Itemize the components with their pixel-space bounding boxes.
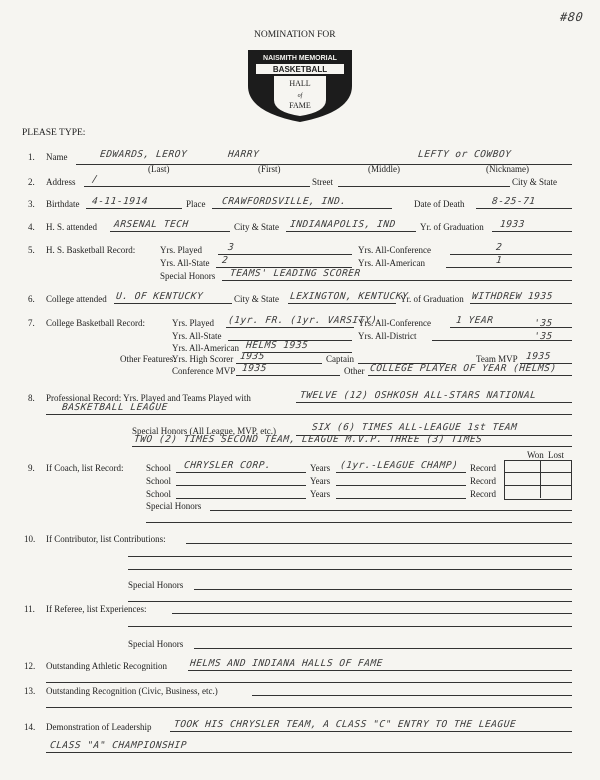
hs-state-label: Yrs. All-State	[160, 258, 210, 268]
q8-label: Professional Record: Yrs. Played and Teams Played with	[46, 393, 251, 403]
coach-years-label-2: Years	[310, 476, 331, 486]
q12-number: 12.	[24, 661, 36, 671]
ref-line1	[172, 613, 572, 614]
pro-honors-line2	[132, 446, 572, 447]
coach-years-line-1	[336, 472, 466, 473]
hs-played-value[interactable]: 3	[227, 242, 235, 253]
q4-label: H. S. attended	[46, 222, 97, 232]
form-title: NOMINATION FOR	[254, 30, 336, 40]
hs-amer-line	[446, 267, 572, 268]
hs-amer-value[interactable]: 1	[495, 255, 503, 266]
coach-record-label-3: Record	[470, 489, 496, 499]
coach-years-label-1: Years	[310, 463, 331, 473]
college-grad-value[interactable]: WITHDREW 1935	[471, 291, 554, 302]
q7-number: 7.	[28, 318, 35, 328]
q2-label: Address	[46, 177, 76, 187]
q10-number: 10.	[24, 534, 36, 544]
c-other2-value[interactable]: COLLEGE PLAYER OF YEAR (HELMS)	[369, 363, 558, 374]
q6-label: College attended	[46, 294, 107, 304]
coach-honors-line2	[146, 522, 572, 523]
won-lost-row2	[504, 485, 572, 486]
c-conf-value[interactable]: 1 YEAR	[455, 315, 494, 326]
college-grad-line	[470, 303, 572, 304]
pro-teams2[interactable]: BASKETBALL LEAGUE	[61, 402, 169, 413]
ref-line2	[128, 626, 572, 627]
won-lost-divider	[540, 460, 541, 498]
hs-city-line	[286, 231, 416, 232]
pro-honors[interactable]: SIX (6) TIMES ALL-LEAGUE 1st TEAM	[311, 422, 518, 433]
coach-school-label-1: School	[146, 463, 172, 473]
won-label: Won	[527, 450, 544, 460]
contrib-honors-line	[194, 589, 572, 590]
hs-grad-line	[492, 231, 572, 232]
q2-number: 2.	[28, 177, 35, 187]
athletic-value[interactable]: HELMS AND INDIANA HALLS OF FAME	[189, 658, 384, 669]
college-line	[114, 303, 232, 304]
logo-line2: BASKETBALL	[272, 65, 328, 74]
please-type-label: PLEASE TYPE:	[22, 128, 86, 138]
ref-honors-line	[194, 648, 572, 649]
death-line	[476, 208, 572, 209]
c-scorer-value[interactable]: 1935	[239, 351, 266, 362]
pro-teams[interactable]: TWELVE (12) OSHKOSH ALL-STARS NATIONAL	[299, 390, 537, 401]
athletic-line	[188, 670, 572, 671]
hs-grad-value[interactable]: 1933	[499, 219, 526, 230]
coach-record-label-1: Record	[470, 463, 496, 473]
coach-record-label-2: Record	[470, 476, 496, 486]
c-conf-year[interactable]: '35	[533, 318, 554, 329]
leadership-value[interactable]: TOOK HIS CHRYSLER TEAM, A CLASS "C" ENTRY TO THE LEAGUE	[173, 719, 517, 730]
coach-years-1[interactable]: (1yr.-LEAGUE CHAMP)	[339, 460, 459, 471]
birthdate-value[interactable]: 4-11-1914	[91, 196, 149, 207]
civic-line	[252, 695, 572, 696]
q13-number: 13.	[24, 686, 36, 696]
logo-line4: of	[297, 93, 303, 99]
q11-number: 11.	[24, 604, 35, 614]
street-label: Street	[312, 177, 333, 187]
coach-school-line-1	[176, 472, 306, 473]
c-amer-value[interactable]: HELMS 1935	[245, 340, 309, 351]
hs-honors-line	[222, 280, 572, 281]
c-played-line	[226, 327, 354, 328]
coach-school-line-3	[176, 498, 306, 499]
coach-school-label-3: School	[146, 489, 172, 499]
contrib-honors-line2	[128, 601, 572, 602]
c-conf-line	[450, 327, 572, 328]
hs-amer-label: Yrs. All-American	[358, 258, 425, 268]
college-city-value[interactable]: LEXINGTON, KENTUCKY	[289, 291, 409, 302]
place-line	[212, 208, 392, 209]
street-line	[84, 186, 310, 187]
q13-label: Outstanding Recognition (Civic, Business, etc.)	[46, 686, 218, 696]
leadership-value2[interactable]: CLASS "A" CHAMPIONSHIP	[49, 740, 188, 751]
logo-line5: FAME	[289, 101, 311, 110]
hs-honors-label: Special Honors	[160, 271, 216, 281]
c-other-label: Other Features:	[120, 354, 176, 364]
pro-line	[296, 402, 572, 403]
civic-line2	[46, 707, 572, 708]
c-conf-mvp-value[interactable]: 1935	[241, 363, 268, 374]
lost-label: Lost	[548, 450, 565, 460]
death-label: Date of Death	[414, 199, 465, 209]
corner-mark: #80	[559, 10, 584, 24]
hs-conf-value[interactable]: 2	[495, 242, 503, 253]
college-city-line	[288, 303, 396, 304]
leadership-line2	[46, 752, 572, 753]
pro-line2	[46, 414, 572, 415]
hs-conf-line	[450, 254, 572, 255]
hs-played-label: Yrs. Played	[160, 245, 202, 255]
ref-honors-label: Special Honors	[128, 639, 184, 649]
college-value[interactable]: U. OF KENTUCKY	[115, 291, 204, 302]
c-other2-label: Other	[344, 366, 365, 376]
city-state-label: City & State	[512, 177, 557, 187]
q1-label: Name	[46, 152, 68, 162]
college-grad-label: Yr. of Graduation	[400, 294, 464, 304]
q12-label: Outstanding Athletic Recognition	[46, 661, 167, 671]
pro-honors2[interactable]: TWO (2) TIMES SECOND TEAM, LEAGUE M.V.P. THREE (3) TIMES	[133, 434, 483, 445]
hall-of-fame-logo	[244, 46, 356, 124]
q3-number: 3.	[28, 199, 35, 209]
pro-honors-label: Special Honors (All League, MVP, etc.)	[132, 426, 276, 436]
birthdate-line	[86, 208, 182, 209]
place-value[interactable]: CRAWFORDSVILLE, IND.	[221, 196, 347, 207]
q11-label: If Referee, list Experiences:	[46, 604, 147, 614]
contrib-line3	[128, 569, 572, 570]
won-lost-row1	[504, 472, 572, 473]
q14-number: 14.	[24, 722, 36, 732]
coach-years-line-3	[336, 498, 466, 499]
logo-line3: HALL	[289, 79, 311, 88]
coach-honors-line	[210, 510, 572, 511]
coach-honors-label: Special Honors	[146, 501, 202, 511]
c-amer-label: Yrs. All-American	[172, 343, 239, 353]
c-conf-label: Yrs. All-Conference	[358, 318, 431, 328]
hs-line	[110, 231, 230, 232]
hs-played-line	[218, 254, 352, 255]
c-mvp-label: Team MVP	[476, 354, 518, 364]
sub-last: (Last)	[148, 164, 170, 174]
hs-conf-label: Yrs. All-Conference	[358, 245, 431, 255]
hs-city-label: City & State	[234, 222, 279, 232]
sub-middle: (Middle)	[368, 164, 400, 174]
q7-label: College Basketball Record:	[46, 318, 145, 328]
q10-label: If Contributor, list Contributions:	[46, 534, 166, 544]
q8-number: 8.	[28, 393, 35, 403]
c-mvp-value[interactable]: 1935	[525, 351, 552, 362]
c-captain-label: Captain	[326, 354, 354, 364]
contrib-line2	[128, 556, 572, 557]
c-district-label: Yrs. All-District	[358, 331, 417, 341]
c-other2-line	[368, 375, 572, 376]
sub-first: (First)	[258, 164, 281, 174]
contrib-honors-label: Special Honors	[128, 580, 184, 590]
c-played-label: Yrs. Played	[172, 318, 214, 328]
c-state-label: Yrs. All-State	[172, 331, 222, 341]
college-city-label: City & State	[234, 294, 279, 304]
c-district-value[interactable]: '35	[533, 331, 554, 342]
coach-years-line-2	[336, 485, 466, 486]
leadership-line	[170, 731, 572, 732]
q6-number: 6.	[28, 294, 35, 304]
c-conf-mvp-label: Conference MVP	[172, 366, 236, 376]
q9-number: 9.	[28, 463, 35, 473]
hs-grad-label: Yr. of Graduation	[420, 222, 484, 232]
q5-number: 5.	[28, 245, 35, 255]
q4-number: 4.	[28, 222, 35, 232]
sub-nickname: (Nickname)	[486, 164, 529, 174]
contrib-line1	[186, 543, 572, 544]
c-played-value[interactable]: (1yr. FR. (1yr. VARSITY)	[227, 315, 378, 326]
coach-years-label-3: Years	[310, 489, 331, 499]
hs-value[interactable]: ARSENAL TECH	[113, 219, 190, 230]
coach-school-line-2	[176, 485, 306, 486]
name-first[interactable]: HARRY	[227, 149, 260, 160]
hs-city-value[interactable]: INDIANAPOLIS, IND	[289, 219, 397, 230]
death-value[interactable]: 8-25-71	[491, 196, 537, 207]
city-line	[338, 186, 510, 187]
name-last[interactable]: EDWARDS, LEROY	[99, 149, 188, 160]
c-scorer-label: Yrs. High Scorer	[172, 354, 234, 364]
q1-number: 1.	[28, 152, 35, 162]
q3-label: Birthdate	[46, 199, 80, 209]
logo-line1: NAISMITH MEMORIAL	[263, 55, 337, 62]
place-label: Place	[186, 199, 206, 209]
hs-honors-value[interactable]: TEAMS' LEADING SCORER	[229, 268, 362, 279]
hs-state-value[interactable]: 2	[221, 255, 229, 266]
q14-label: Demonstration of Leadership	[46, 722, 152, 732]
name-nickname[interactable]: LEFTY or COWBOY	[417, 149, 512, 160]
athletic-line2	[46, 682, 572, 683]
address-value[interactable]: /	[91, 174, 99, 185]
q9-label: If Coach, list Record:	[46, 463, 124, 473]
q5-label: H. S. Basketball Record:	[46, 245, 136, 255]
c-conf-mvp-line	[236, 375, 340, 376]
coach-school-label-2: School	[146, 476, 172, 486]
won-lost-box[interactable]	[504, 460, 572, 500]
coach-school-1[interactable]: CHRYSLER CORP.	[183, 460, 272, 471]
